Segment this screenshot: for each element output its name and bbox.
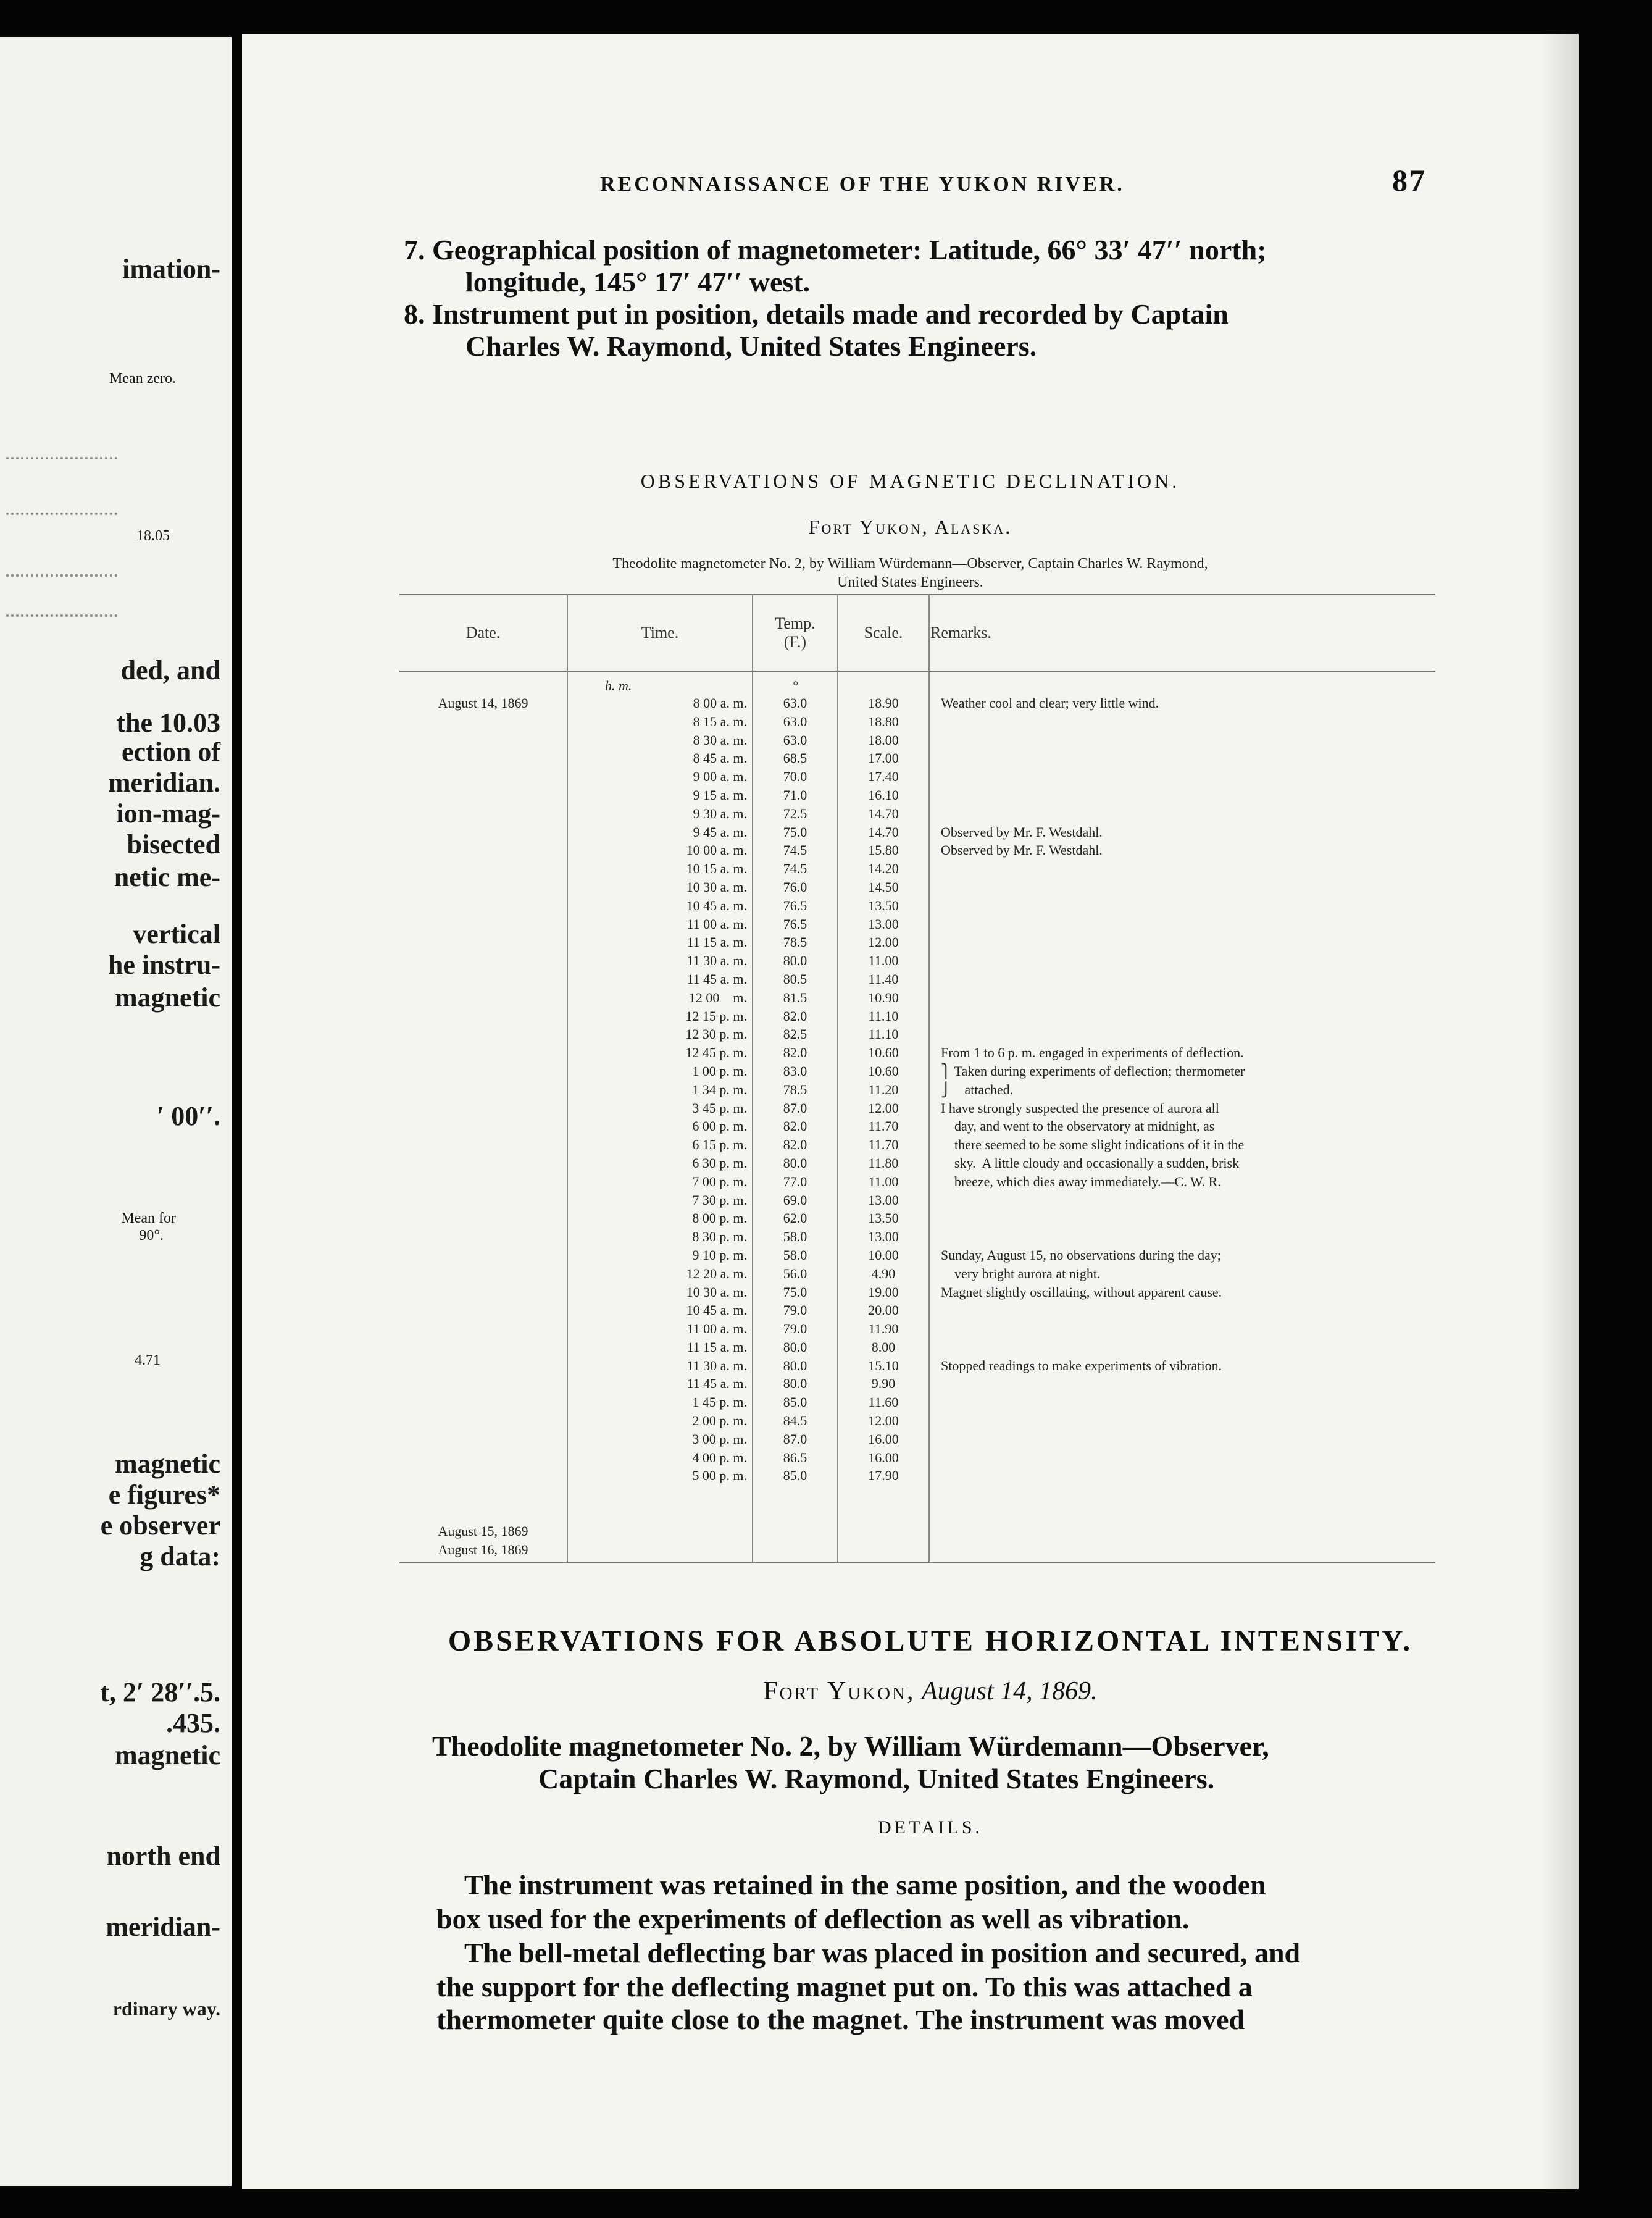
left-text-fragment: e observer	[100, 1510, 220, 1541]
date-column: August 14, 1869 August 15, 1869 August 16, 1869	[399, 694, 567, 1563]
temp-unit: °	[753, 671, 838, 694]
column-header-time: Time.	[567, 595, 753, 671]
left-text-fragment: 18.05	[136, 528, 170, 544]
declination-table	[399, 594, 1435, 1563]
column-header-remarks: Remarks.	[929, 595, 1435, 671]
page	[242, 34, 1579, 2189]
declination-place: Fort Yukon, Alaska.	[808, 516, 1012, 538]
item-8-line-2: Charles W. Raymond, United States Engineers.	[465, 330, 1037, 362]
declination-caption-line-1: Theodolite magnetometer No. 2, by William Würdemann—Observer, Captain Charles W. Raymond,	[612, 556, 1208, 572]
left-text-fragment: ′ 00′′.	[156, 1101, 220, 1131]
left-text-fragment: ded, and	[120, 655, 220, 685]
paragraph-line: The bell-metal deflecting bar was placed in position and secured, and	[464, 1937, 1301, 1969]
table-row	[399, 694, 1435, 1563]
dotted-leader	[6, 614, 117, 617]
column-header-date: Date.	[399, 595, 567, 671]
left-text-fragment: bisected	[127, 829, 220, 860]
left-facing-page	[0, 37, 232, 2186]
paragraph-line: the support for the deflecting magnet put on. To this was attached a	[436, 1971, 1253, 2002]
declination-caption-line-2: United States Engineers.	[837, 574, 983, 590]
column-header-scale: Scale.	[838, 595, 929, 671]
left-text-fragment: magnetic	[114, 1449, 220, 1479]
left-text-fragment: the 10.03	[116, 708, 220, 738]
left-text-fragment: Mean for	[121, 1210, 176, 1226]
paragraph-line: box used for the experiments of deflection as well as vibration.	[436, 1903, 1190, 1935]
left-text-fragment: imation-	[122, 254, 220, 284]
item-7-line-2: longitude, 145° 17′ 47′′ west.	[465, 266, 811, 298]
scale-column: 18.90 18.80 18.00 17.00 17.40 16.10 14.70 14.70 15.80 14.20 14.50 13.50 13.00 12.00 11.00 11.40 10.90 11.10 11.10 10.60 10.60 11.20 12.00 11.70 11.70 11.80 11.00 13.00 13.50 13.00 10.00 4.90 19.00 20.00 11.90 8.00 15.10 9.90 11.60 12.00 16.00 16.00 17.90	[838, 694, 929, 1563]
paragraph-line: thermometer quite close to the magnet. The instrument was moved	[436, 2004, 1245, 2035]
intensity-date: August 14, 1869.	[922, 1677, 1098, 1705]
left-text-fragment: 4.71	[135, 1352, 161, 1368]
left-text-fragment: he instru-	[107, 950, 220, 980]
left-text-fragment: e figures*	[108, 1479, 220, 1510]
left-text-fragment: rdinary way.	[112, 1998, 220, 2020]
dotted-leader	[6, 513, 117, 515]
left-text-fragment: ection of	[121, 737, 220, 767]
intensity-caption-line-1: Theodolite magnetometer No. 2, by William Würdemann—Observer,	[432, 1730, 1269, 1762]
left-text-fragment: .435.	[166, 1708, 220, 1738]
time-column: 8 00 a. m. 8 15 a. m. 8 30 a. m. 8 45 a. m. 9 00 a. m. 9 15 a. m. 9 30 a. m. 9 45 a. m. 10 00 a. m. 10 15 a. m. 10 30 a. m. 10 45 a. m. 11 00 a. m. 11 15 a. m. 11 30 a. m. 11 45 a. m. 12 00 m. 12 15 p. m. 12 30 p. m. 12 45 p. m. 1 00 p. m. 1 34 p. m. 3 45 p. m. 6 00 p. m. 6 15 p. m. 6 30 p. m. 7 00 p. m. 7 30 p. m. 8 00 p. m. 8 30 p. m. 9 10 p. m. 12 20 a. m. 10 30 a. m. 10 45 a. m. 11 00 a. m. 11 15 a. m. 11 30 a. m. 11 45 a. m. 1 45 p. m. 2 00 p. m. 3 00 p. m. 4 00 p. m. 5 00 p. m.	[567, 694, 753, 1563]
intensity-place-line	[279, 1676, 1582, 1706]
remarks-column: Weather cool and clear; very little wind. Observed by Mr. F. Westdahl. Observed by Mr. F. Westdahl. From 1 to 6 p. m. engaged in experiments of deflection. ⎫ Taken during experiments of deflection; thermometer ⎭ attached. I have strongly suspected the presence of aurora all day, and went to the observatory at midnight, as there seemed to be some slight indications of it in the sky. A little cloudy and occasionally a sudden, brisk breeze, which dies away immediately.—C. W. R. Sunday, August 15, no observations during the day; very bright aurora at night. Magnet slightly oscillating, without apparent cause. Stopped readings to make experiments of vibration.	[929, 694, 1435, 1563]
item-7-line-1: 7. Geographical position of magnetometer: Latitude, 66° 33′ 47′′ north;	[404, 234, 1267, 266]
left-text-fragment: meridian.	[107, 768, 220, 798]
declination-title: OBSERVATIONS OF MAGNETIC DECLINATION.	[640, 470, 1180, 492]
details-heading: DETAILS.	[877, 1817, 983, 1838]
left-text-fragment: t, 2′ 28′′.5.	[100, 1677, 220, 1707]
dotted-leader	[6, 457, 117, 459]
left-text-fragment: magnetic	[114, 1740, 220, 1770]
page-edge-shadow	[1541, 34, 1579, 2189]
units-row	[399, 671, 1435, 694]
left-text-fragment: magnetic	[114, 982, 220, 1013]
temp-column: 63.0 63.0 63.0 68.5 70.0 71.0 72.5 75.0 74.5 74.5 76.0 76.5 76.5 78.5 80.0 80.5 81.5 82.0 82.5 82.0 83.0 78.5 87.0 82.0 82.0 80.0 77.0 69.0 62.0 58.0 58.0 56.0 75.0 79.0 79.0 80.0 80.0 80.0 85.0 84.5 87.0 86.5 85.0	[753, 694, 838, 1563]
left-text-fragment: vertical	[133, 919, 220, 949]
running-head: RECONNAISSANCE OF THE YUKON RIVER.	[600, 173, 1125, 196]
time-unit: h. m.	[567, 671, 753, 694]
left-text-fragment: meridian-	[106, 1912, 220, 1942]
left-text-fragment: Mean zero.	[109, 370, 176, 387]
intensity-place: Fort Yukon,	[763, 1677, 916, 1705]
dotted-leader	[6, 574, 117, 577]
left-text-fragment: ion-mag-	[116, 798, 220, 829]
intensity-title: OBSERVATIONS FOR ABSOLUTE HORIZONTAL INTENSITY.	[448, 1625, 1413, 1657]
left-text-fragment: north end	[106, 1841, 220, 1871]
left-text-fragment: netic me-	[114, 862, 220, 892]
item-8-line-1: 8. Instrument put in position, details made and recorded by Captain	[404, 298, 1229, 330]
table-header-row	[399, 595, 1435, 671]
column-header-temp: Temp. (F.)	[753, 595, 838, 671]
page-number: 87	[1392, 163, 1427, 198]
left-text-fragment: g data:	[140, 1541, 220, 1571]
paragraph-line: The instrument was retained in the same position, and the wooden	[464, 1869, 1266, 1901]
intensity-caption-line-2: Captain Charles W. Raymond, United States Engineers.	[538, 1763, 1215, 1794]
left-text-fragment: 90°.	[139, 1228, 164, 1244]
